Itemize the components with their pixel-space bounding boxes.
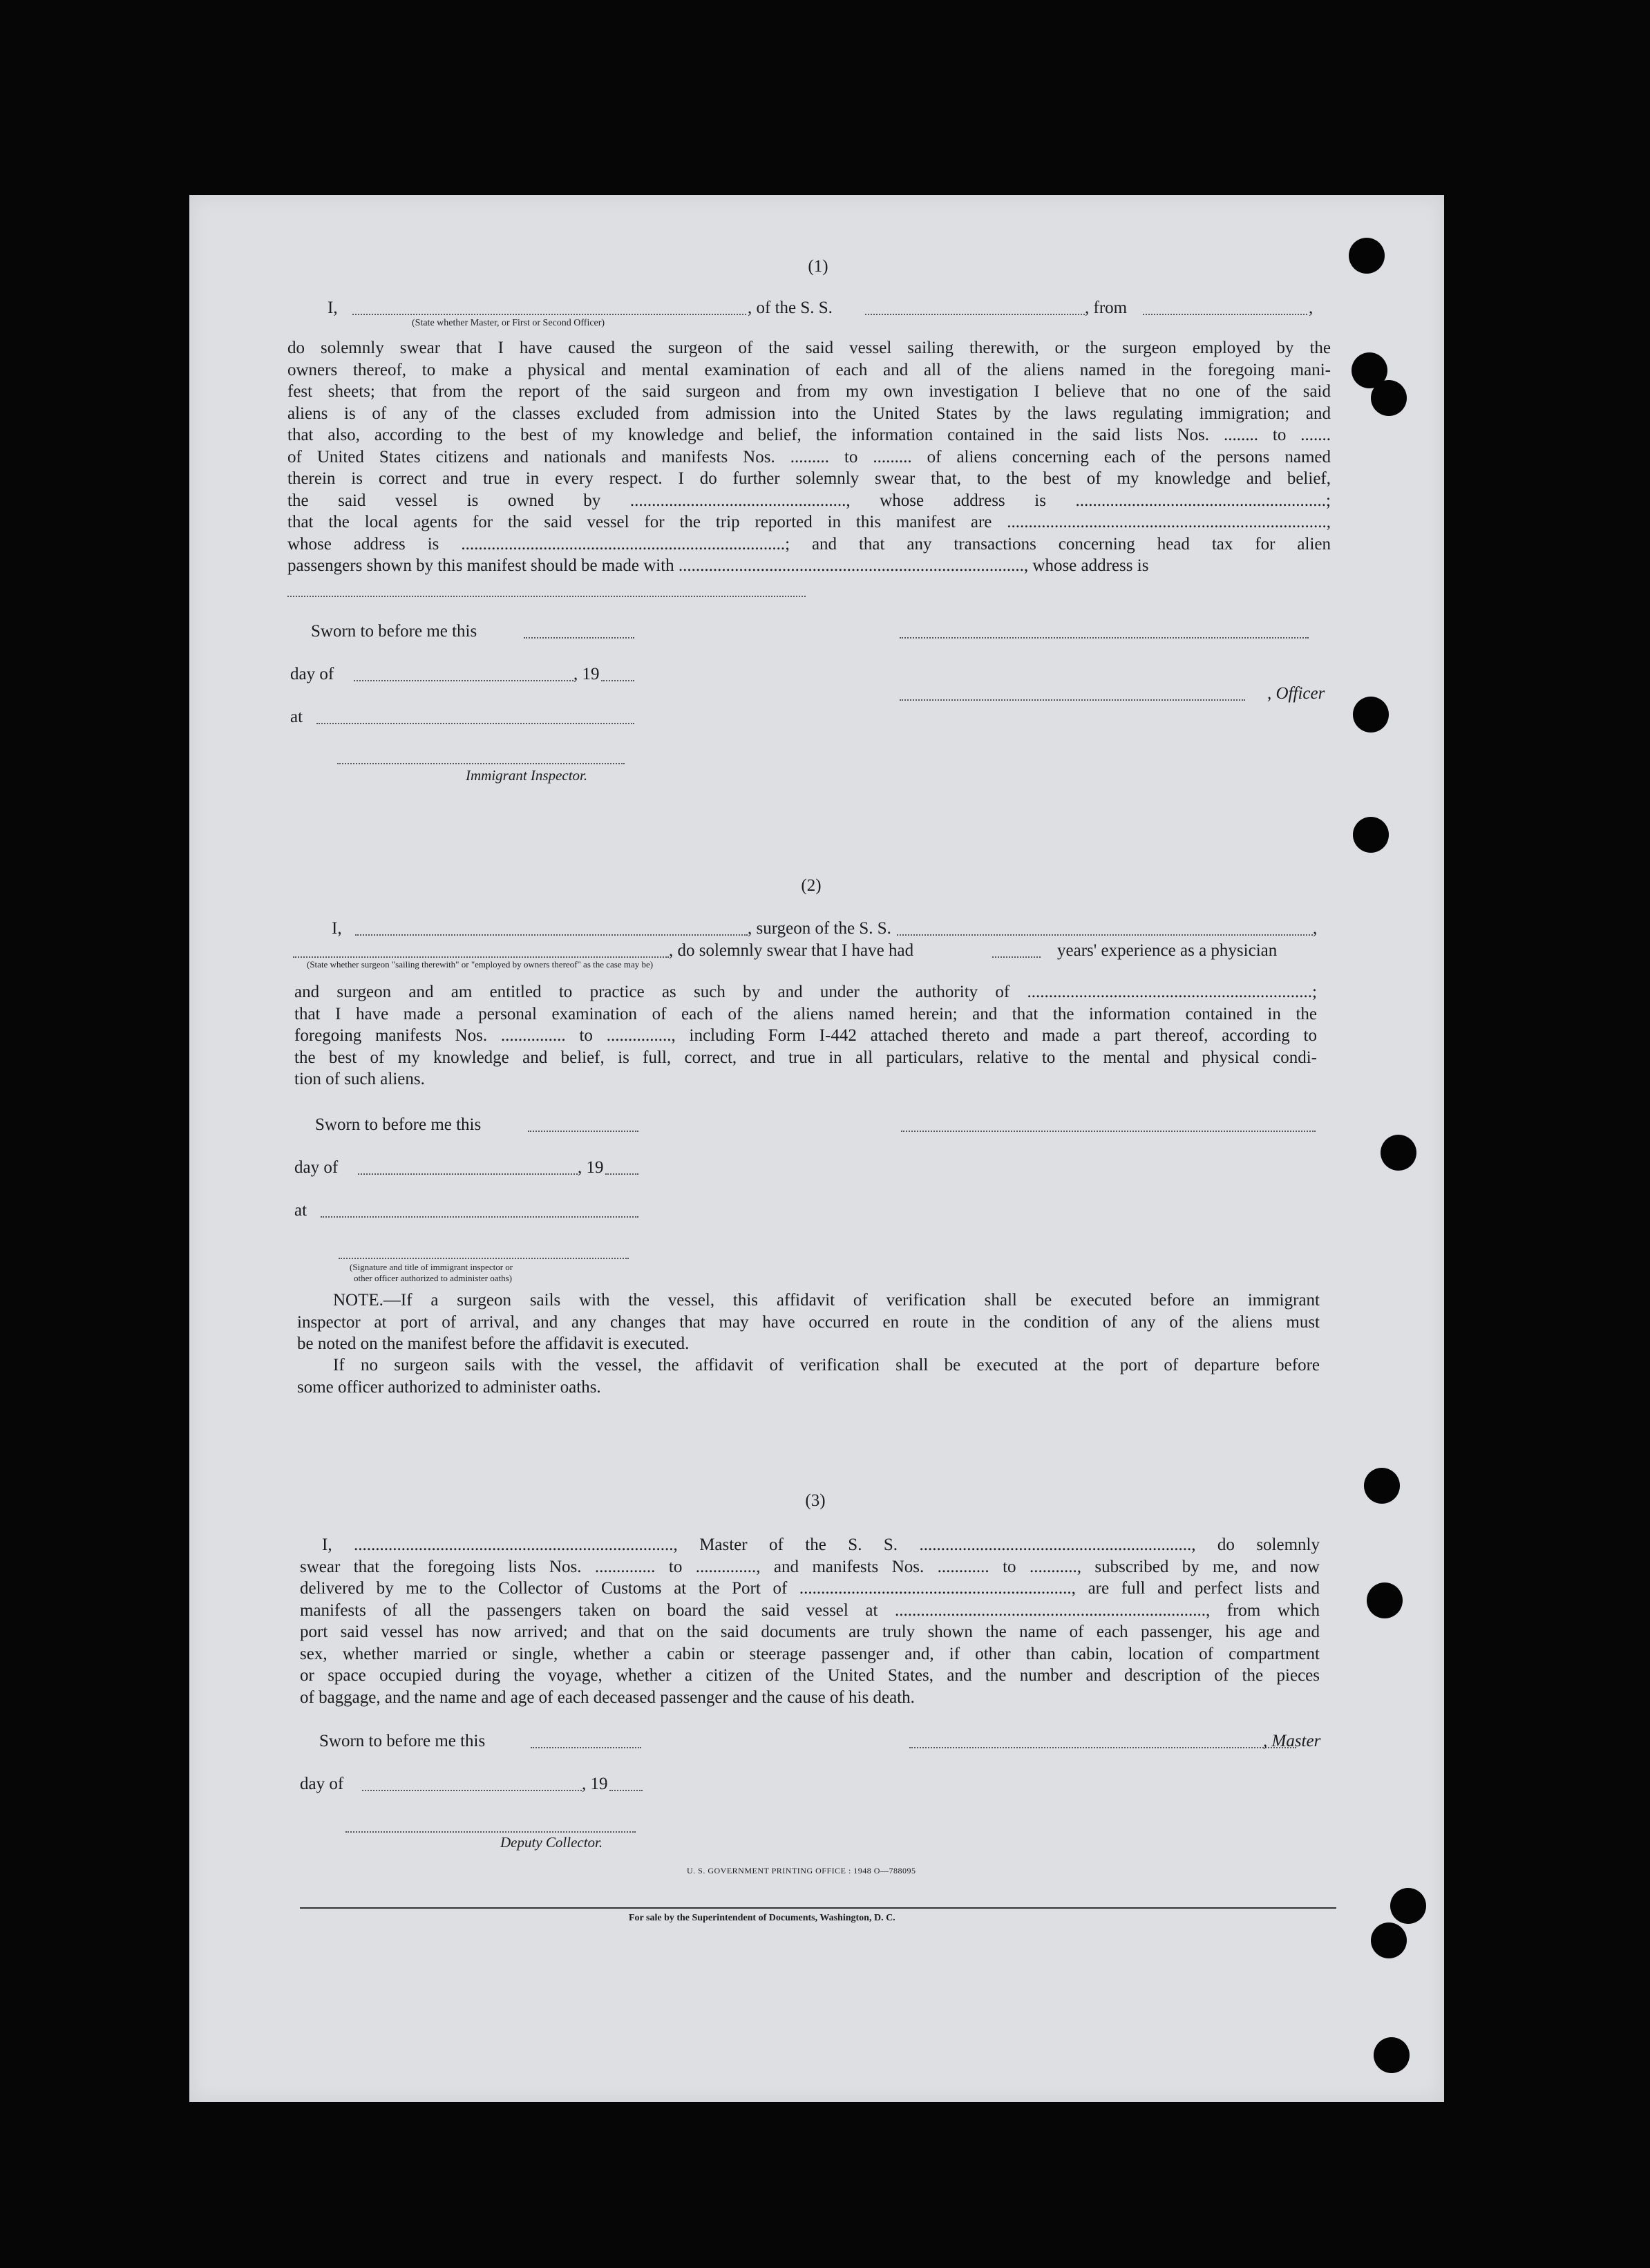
s2-signature-title-field[interactable]	[339, 1258, 629, 1259]
section-2-number: (2)	[801, 876, 822, 895]
s1-body-line: whose address is ...........................................................................; and that any transactions concerning head tax for alien	[287, 534, 1331, 554]
s2-sig-note-1: (Signature and title of immigrant inspector or	[350, 1262, 513, 1272]
s2-note-2	[297, 1354, 1320, 1398]
s3-body-line: of baggage, and the name and age of each deceased passenger and the cause of his death.	[300, 1688, 915, 1707]
s2-note-line: some officer authorized to administer oaths.	[297, 1377, 601, 1397]
s1-body-line: owners thereof, to make a physical and mental examination of each and all of the aliens named in the foregoing mani-	[287, 360, 1331, 379]
s2-swear-label: , do solemnly swear that I have had	[669, 941, 914, 960]
punch-hole	[1367, 1582, 1403, 1618]
s2-surgeon-label: , surgeon of the S. S.	[748, 919, 891, 938]
punch-hole	[1353, 817, 1389, 853]
s3-year-field[interactable]	[609, 1790, 643, 1791]
s1-body-line: that the local agents for the said vessel for the trip reported in this manifest are ..........................................................................,	[287, 513, 1331, 531]
punch-hole	[1374, 2037, 1410, 2073]
footer-rule	[300, 1907, 1336, 1909]
s1-signer-caption: Immigrant Inspector.	[466, 767, 588, 784]
s2-note-line: If no surgeon sails with the vessel, the affidavit of verification shall be executed at the port of departure before	[333, 1356, 1320, 1374]
s3-day-field[interactable]	[362, 1790, 582, 1791]
s2-note-line: be noted on the manifest before the affidavit is executed.	[297, 1334, 690, 1353]
s3-master-label: , Master	[1263, 1732, 1321, 1750]
s1-hint: (State whether Master, or First or Second Officer)	[412, 318, 605, 328]
s2-year-field[interactable]	[605, 1173, 638, 1175]
s3-signer-caption: Deputy Collector.	[500, 1834, 603, 1851]
s3-body-line: sex, whether married or single, whether a cabin or steerage passenger and, if other than cabin, location of compartment	[300, 1644, 1320, 1663]
s2-day-of-label: day of	[294, 1158, 339, 1177]
s1-year-label: , 19	[573, 665, 600, 683]
s2-body	[294, 981, 1317, 1090]
s2-sig-note-2: other officer authorized to administer oaths)	[354, 1273, 512, 1283]
s2-years-field[interactable]	[992, 956, 1041, 958]
s2-body-line: that I have made a personal examination of each of the aliens named herein; and that the information contained in the	[294, 1004, 1317, 1023]
section-3-number: (3)	[805, 1491, 826, 1510]
s3-sworn-label: Sworn to before me this	[319, 1732, 486, 1750]
s1-from-label: , from	[1085, 299, 1128, 317]
s1-end-comma: ,	[1309, 299, 1314, 317]
s1-body-line: passengers shown by this manifest should be made with ................................................................................, whose address is	[287, 556, 1149, 575]
printer-imprint: U. S. GOVERNMENT PRINTING OFFICE : 1948 O—788095	[687, 1866, 916, 1875]
punch-hole	[1371, 380, 1407, 416]
s1-body-line: of United States citizens and nationals and manifests Nos. ......... to ......... of aliens concerning each of the persons named	[287, 447, 1331, 466]
s2-surgeon-name-field[interactable]	[355, 934, 748, 936]
s1-body	[287, 337, 1331, 577]
footer-text: For sale by the Superintendent of Documents, Washington, D. C.	[629, 1913, 895, 1923]
s2-signature-field[interactable]	[901, 1131, 1316, 1132]
s1-body-line: do solemnly swear that I have caused the surgeon of the said vessel sailing therewith, or the surgeon employed by the	[287, 339, 1331, 357]
s3-collector-signature-field[interactable]	[345, 1831, 636, 1833]
s2-year-label: , 19	[578, 1158, 604, 1177]
section-1-number: (1)	[808, 257, 828, 276]
s1-inspector-signature-field[interactable]	[337, 763, 625, 764]
punch-hole	[1371, 1922, 1407, 1958]
s3-body-line: or space occupied during the voyage, whether a citizen of the United States, and the number and description of the pieces	[300, 1666, 1320, 1685]
s1-of-ss-label: , of the S. S.	[748, 299, 833, 317]
punch-hole	[1364, 1468, 1400, 1504]
s1-day-of-label: day of	[290, 665, 334, 683]
s2-surgeon-type-field[interactable]	[293, 956, 669, 958]
s2-years-label: years' experience as a physician	[1057, 941, 1278, 960]
s2-vessel-field[interactable]	[897, 934, 1313, 936]
s1-body-line: fest sheets; that from the report of the said surgeon and from my own investigation I believe that no one of the said	[287, 382, 1331, 401]
s1-at-field[interactable]	[316, 723, 634, 724]
s1-officer-title-field[interactable]	[900, 699, 1245, 701]
s1-body-line: aliens is of any of the classes excluded from admission into the United States by the laws regulating immigration; and	[287, 404, 1331, 423]
s3-sworn-field[interactable]	[531, 1747, 641, 1748]
s3-day-of-label: day of	[300, 1775, 344, 1793]
s1-officer-label: , Officer	[1267, 684, 1325, 703]
s2-body-line: the best of my knowledge and belief, is full, correct, and true in all particulars, relative to the mental and physical condi-	[294, 1048, 1317, 1067]
s1-i-label: I,	[328, 299, 338, 317]
s1-sworn-field[interactable]	[524, 637, 634, 639]
s2-note-line: inspector at port of arrival, and any changes that may have occurred en route in the condition of any of the aliens must	[297, 1312, 1320, 1332]
punch-hole	[1353, 697, 1389, 733]
s2-end-comma: ,	[1313, 919, 1318, 938]
s2-body-line: and surgeon and am entitled to practice as such by and under the authority of ..................................................................;	[294, 983, 1317, 1001]
s3-body	[300, 1534, 1320, 1708]
s1-at-label: at	[290, 708, 303, 726]
s1-from-field[interactable]	[1143, 314, 1307, 315]
punch-hole	[1349, 238, 1385, 274]
s3-body-line: manifests of all the passengers taken on board the said vessel at ........................................................................, from which	[300, 1600, 1320, 1620]
s1-body-line: therein is correct and true in every respect. I do further solemnly swear that, to the best of my knowledge and belief,	[287, 469, 1331, 488]
s2-day-field[interactable]	[358, 1173, 578, 1175]
s2-at-label: at	[294, 1201, 307, 1220]
s2-note	[297, 1289, 1320, 1355]
s1-vessel-field[interactable]	[865, 314, 1085, 315]
s2-body-line: foregoing manifests Nos. ............... to ..............., including Form I-442 attached thereto and made a part thereof, according to	[294, 1026, 1317, 1045]
s2-sworn-field[interactable]	[528, 1131, 638, 1132]
s1-sworn-label: Sworn to before me this	[311, 622, 477, 641]
s1-officer-signature-field[interactable]	[900, 637, 1309, 639]
s2-sworn-label: Sworn to before me this	[315, 1115, 482, 1134]
s1-officer-field[interactable]	[352, 314, 746, 315]
s3-year-label: , 19	[582, 1775, 608, 1793]
s3-body-line: delivered by me to the Collector of Customs at the Port of ..............................................................., are full and perfect lists and	[300, 1579, 1320, 1598]
s2-i-label: I,	[332, 919, 342, 938]
s3-body-line: swear that the foregoing lists Nos. .............. to .............., and manifests Nos. ............ to ..........., subscribed by me, and now	[300, 1557, 1320, 1576]
s2-note-line: NOTE.—If a surgeon sails with the vessel, this affidavit of verification shall be executed before an immigrant	[333, 1291, 1320, 1310]
s2-hint: (State whether surgeon "sailing therewith" or "employed by owners thereof" as the case may be)	[307, 959, 654, 970]
s1-body-line: the said vessel is owned by .................................................., whose address is ..........................................................;	[287, 491, 1331, 510]
s2-at-field[interactable]	[321, 1216, 638, 1218]
s3-master-signature-field[interactable]	[909, 1747, 1296, 1748]
s1-body-line: that also, according to the best of my knowledge and belief, the information contained in the said lists Nos. ........ to .......	[287, 426, 1331, 444]
s3-body-line: port said vessel has now arrived; and that on the said documents are truly shown the name of each passenger, his age and	[300, 1623, 1320, 1641]
s2-body-line: tion of such aliens.	[294, 1070, 425, 1088]
s3-body-line: I, .........................................................................., Master of the S. S. ..............................................................., do solemnly	[322, 1535, 1320, 1554]
punch-hole	[1390, 1888, 1426, 1924]
s1-address-field[interactable]	[287, 596, 806, 597]
s1-day-field[interactable]	[354, 680, 573, 681]
form-sheet	[189, 195, 1444, 2102]
punch-hole	[1381, 1135, 1416, 1171]
s1-year-field[interactable]	[601, 680, 634, 681]
